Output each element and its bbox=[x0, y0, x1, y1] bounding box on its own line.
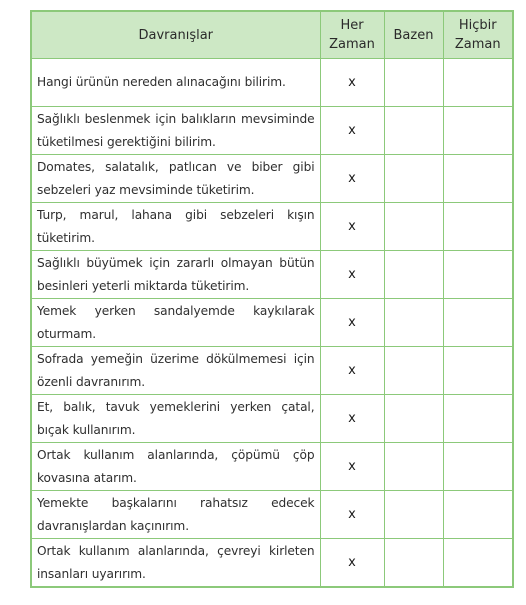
always-cell[interactable]: x bbox=[320, 347, 384, 395]
never-cell[interactable] bbox=[443, 299, 512, 347]
always-column-header bbox=[320, 12, 384, 59]
never-cell[interactable] bbox=[443, 59, 512, 107]
never-cell[interactable] bbox=[443, 203, 512, 251]
table-row bbox=[32, 491, 512, 539]
never-column-header bbox=[443, 12, 512, 59]
table-row bbox=[32, 107, 512, 155]
sometimes-cell[interactable] bbox=[384, 443, 443, 491]
behavior-text: Ortak kullanım alanlarında, çevreyi kirleten insanları uyarırım. bbox=[32, 539, 320, 587]
sometimes-cell[interactable] bbox=[384, 155, 443, 203]
always-cell[interactable]: x bbox=[320, 59, 384, 107]
behavior-text: Sağlıklı beslenmek için balıkların mevsiminde tüketilmesi gerektiğini bilirim. bbox=[32, 107, 320, 155]
table-row bbox=[32, 155, 512, 203]
never-cell[interactable] bbox=[443, 395, 512, 443]
sometimes-column-header bbox=[384, 12, 443, 59]
table-row bbox=[32, 251, 512, 299]
behavior-text: Yemek yerken sandalyemde kaykılarak oturmam. bbox=[32, 299, 320, 347]
behavior-column-header bbox=[32, 12, 320, 59]
sometimes-cell[interactable] bbox=[384, 251, 443, 299]
behavior-text: Hangi ürünün nereden alınacağını bilirim. bbox=[32, 59, 320, 107]
sometimes-cell[interactable] bbox=[384, 59, 443, 107]
never-cell[interactable] bbox=[443, 491, 512, 539]
sometimes-cell[interactable] bbox=[384, 347, 443, 395]
never-cell[interactable] bbox=[443, 443, 512, 491]
table-row bbox=[32, 443, 512, 491]
never-cell[interactable] bbox=[443, 251, 512, 299]
always-cell[interactable]: x bbox=[320, 155, 384, 203]
never-header-line2: Zaman bbox=[454, 37, 501, 52]
always-cell[interactable]: x bbox=[320, 443, 384, 491]
never-cell[interactable] bbox=[443, 347, 512, 395]
behavior-checklist-table bbox=[30, 10, 514, 588]
behavior-text: Yemekte başkalarını rahatsız edecek davranışlardan kaçınırım. bbox=[32, 491, 320, 539]
table-row bbox=[32, 395, 512, 443]
sometimes-cell[interactable] bbox=[384, 107, 443, 155]
sometimes-cell[interactable] bbox=[384, 539, 443, 587]
never-cell[interactable] bbox=[443, 155, 512, 203]
sometimes-header-label: Bazen bbox=[393, 27, 434, 43]
table-row bbox=[32, 299, 512, 347]
always-header-line1: Her bbox=[340, 18, 364, 33]
sometimes-cell[interactable] bbox=[384, 299, 443, 347]
never-header-line1: Hiçbir bbox=[458, 18, 497, 33]
always-header-line2: Zaman bbox=[329, 37, 375, 52]
always-cell[interactable]: x bbox=[320, 491, 384, 539]
sometimes-cell[interactable] bbox=[384, 395, 443, 443]
sometimes-cell[interactable] bbox=[384, 203, 443, 251]
always-cell[interactable]: x bbox=[320, 107, 384, 155]
behavior-text: Turp, marul, lahana gibi sebzeleri kışın tüketirim. bbox=[32, 203, 320, 251]
table-row bbox=[32, 59, 512, 107]
behavior-header-label: Davranışlar bbox=[138, 27, 214, 43]
sometimes-cell[interactable] bbox=[384, 491, 443, 539]
always-cell[interactable]: x bbox=[320, 299, 384, 347]
behavior-text: Et, balık, tavuk yemeklerini yerken çatal, bıçak kullanırım. bbox=[32, 395, 320, 443]
behavior-text: Sofrada yemeğin üzerime dökülmemesi için özenli davranırım. bbox=[32, 347, 320, 395]
table-row bbox=[32, 539, 512, 587]
always-cell[interactable]: x bbox=[320, 539, 384, 587]
header-row bbox=[32, 12, 512, 59]
behavior-text: Ortak kullanım alanlarında, çöpümü çöp kovasına atarım. bbox=[32, 443, 320, 491]
always-cell[interactable]: x bbox=[320, 251, 384, 299]
behavior-text: Domates, salatalık, patlıcan ve biber gibi sebzeleri yaz mevsiminde tüketirim. bbox=[32, 155, 320, 203]
never-cell[interactable] bbox=[443, 107, 512, 155]
always-cell[interactable]: x bbox=[320, 395, 384, 443]
never-cell[interactable] bbox=[443, 539, 512, 587]
always-cell[interactable]: x bbox=[320, 203, 384, 251]
table-row bbox=[32, 347, 512, 395]
checklist-grid bbox=[32, 12, 512, 586]
behavior-text: Sağlıklı büyümek için zararlı olmayan bütün besinleri yeterli miktarda tüketirim. bbox=[32, 251, 320, 299]
table-row bbox=[32, 203, 512, 251]
